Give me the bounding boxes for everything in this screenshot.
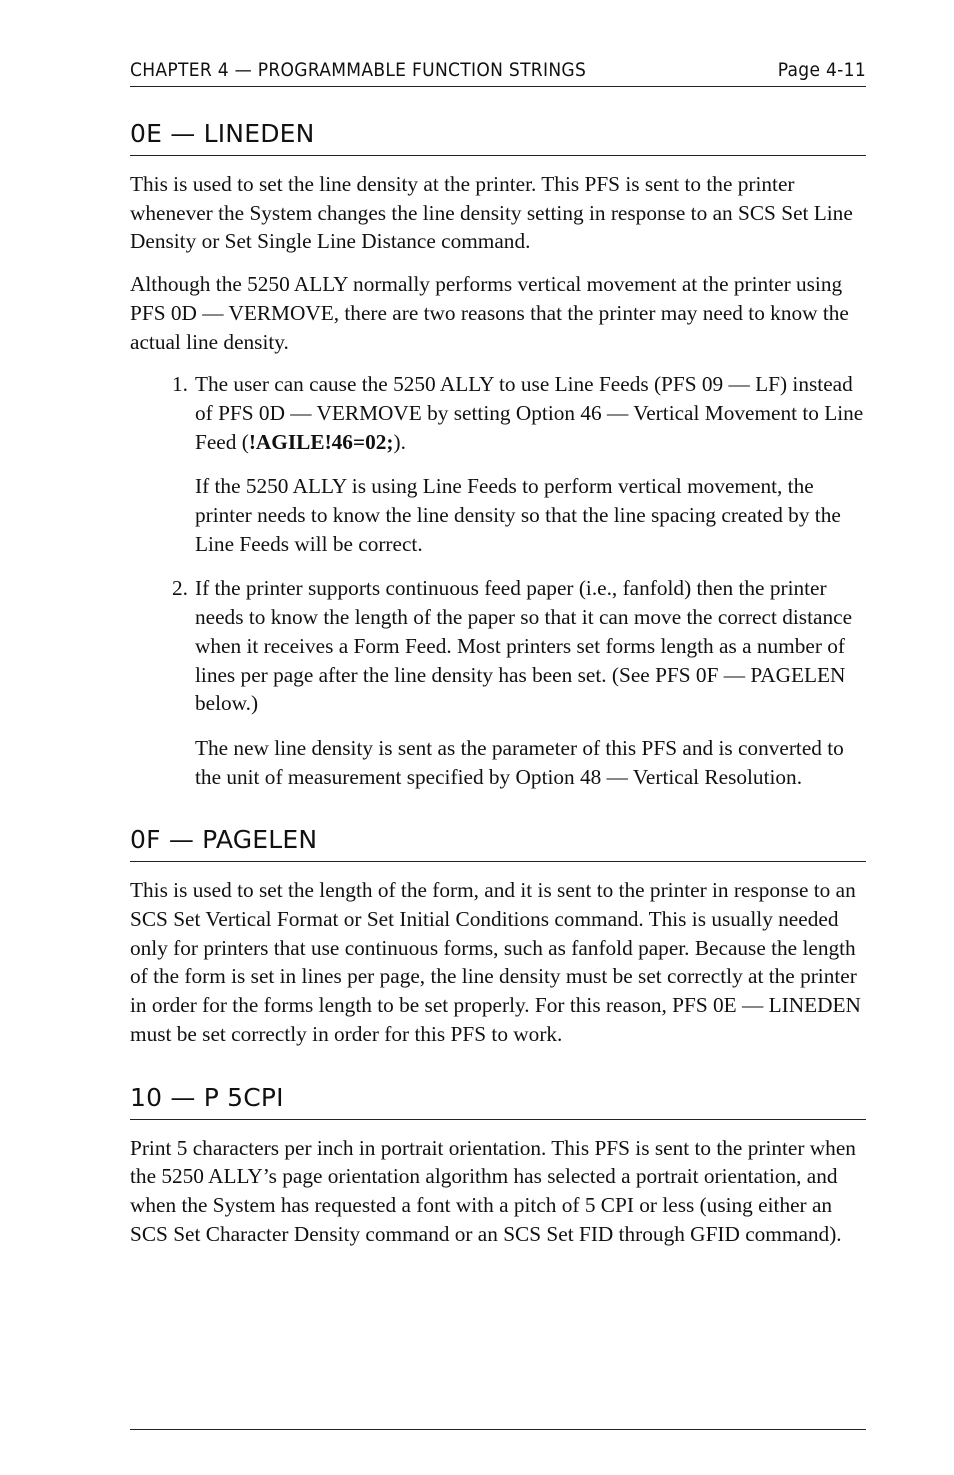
- command-code: !AGILE!46=02;: [248, 429, 394, 454]
- list-item: [130, 370, 866, 558]
- list-sub-paragraph: If the 5250 ALLY is using Line Feeds to perform vertical movement, the printer needs to know the line density so that the line spacing created by the Line Feeds will be correct.: [195, 474, 841, 556]
- list-text-after: ).: [393, 429, 406, 454]
- list-item: [130, 574, 866, 791]
- body-paragraph: Although the 5250 ALLY normally performs vertical movement at the printer using PFS 0D — VERMOVE, there are two reasons that the printer may need to know the actual line density.: [130, 272, 849, 354]
- page-number: Page 4-11: [777, 59, 866, 81]
- running-header: [130, 56, 866, 87]
- section-heading-lineden: 0E — LINEDEN: [130, 117, 866, 156]
- body-paragraph: Print 5 characters per inch in portrait orientation. This PFS is sent to the printer when the 5250 ALLY’s page orientation algorithm has selected a portrait orientation, and when the System has requested a font with a pitch of 5 CPI or less (using either an SCS Set Character Density command or an SCS Set FID through GFID command).: [130, 1135, 856, 1246]
- body-paragraph: This is used to set the line density at the printer. This PFS is sent to the printer whenever the System changes the line density setting in response to an SCS Set Line Density or Set Single Line Distance command.: [130, 172, 853, 254]
- list-text-before: The user can cause the 5250 ALLY to use Line Feeds (PFS 09 — LF) instead of PFS 0D — VERMOVE by setting Option 46 — Vertical Movement to Line Feed (: [195, 372, 864, 454]
- chapter-title: CHAPTER 4 — PROGRAMMABLE FUNCTION STRINGS: [130, 59, 587, 81]
- list-item-text: [195, 370, 866, 456]
- section-heading-pagelen: 0F — PAGELEN: [130, 823, 866, 862]
- section-heading-p5cpi: 10 — P 5CPI: [130, 1081, 866, 1120]
- document-page: [130, 56, 866, 1248]
- list-number: 2.: [172, 576, 188, 601]
- numbered-list: [130, 370, 866, 791]
- list-item-text: If the printer supports continuous feed paper (i.e., fanfold) then the printer needs to know the length of the paper so that it can move the correct distance when it receives a Form Feed. Most printers set forms length as a number of lines per page after the line density has been set. (See PFS 0F — PAGELEN below.): [195, 576, 853, 716]
- list-number: 1.: [172, 372, 188, 397]
- footer-rule: [130, 1429, 866, 1430]
- body-paragraph: This is used to set the length of the form, and it is sent to the printer in response to an SCS Set Vertical Format or Set Initial Conditions command. This is usually needed only for printers that use continuous forms, such as fanfold paper. Because the length of the form is set in lines per page, the line density must be set correctly at the printer in order for the forms length to be set properly. For this reason, PFS 0E — LINEDEN must be set correctly in order for this PFS to work.: [130, 878, 861, 1046]
- list-sub-paragraph: The new line density is sent as the parameter of this PFS and is converted to the unit of measurement specified by Option 48 — Vertical Resolution.: [195, 735, 844, 789]
